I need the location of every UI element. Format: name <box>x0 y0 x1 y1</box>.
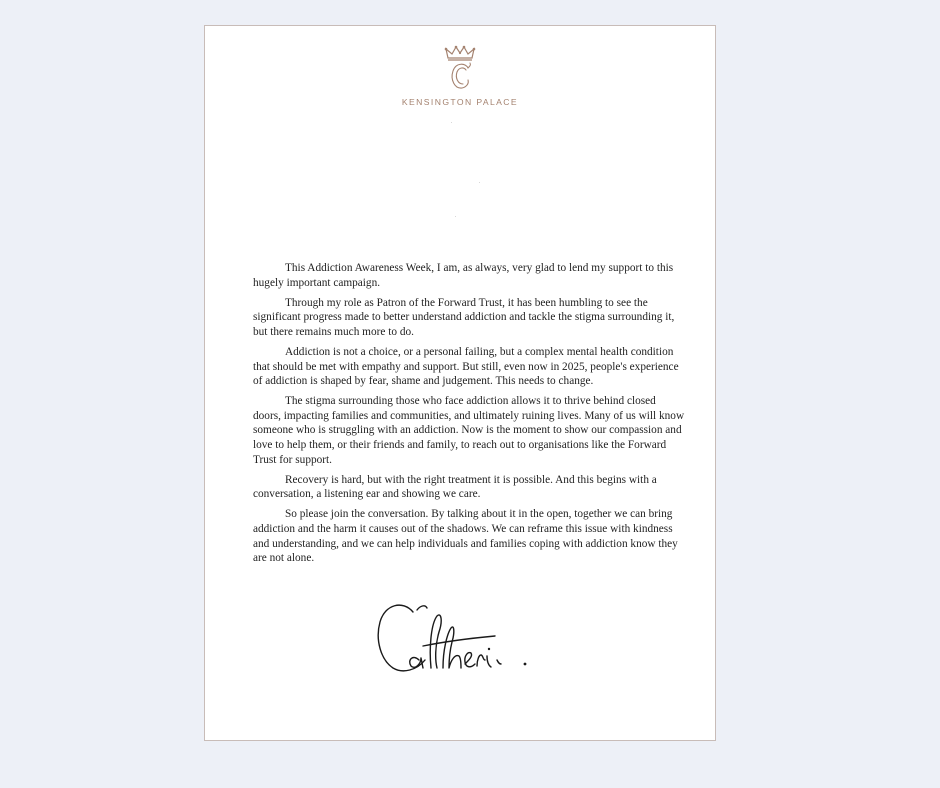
letter-paragraph: So please join the conversation. By talking about it in the open, together we can bring addiction and the harm it causes out of the shadows. We can reframe this issue with kindness and understanding, and we can help individuals and families coping with addiction know they are not alone. <box>253 508 678 565</box>
letter-paragraph: Recovery is hard, but with the right treatment it is possible. And this begins with a conversation, a listening ear and showing we care. <box>253 473 657 501</box>
letterhead-crest <box>205 44 715 96</box>
handwritten-signature <box>373 598 533 678</box>
letter-paragraph: The stigma surrounding those who face addiction allows it to thrive behind closed doors, impacting families and communities, and ultimately ruining lives. Many of us will know someone who is struggling with an addiction. Now is the moment to show our compassion and love to help them, or their friends and family, to reach out to organisations like the Forward Trust for support. <box>253 395 685 466</box>
letter-paragraph: Addiction is not a choice, or a personal failing, but a complex mental health condition that should be met with empathy and support. But still, even now in 2025, people's experience of addiction is shaped by fear, shame and judgement. This needs to change. <box>253 345 679 388</box>
crown-c-monogram-icon <box>440 44 480 96</box>
letterhead-palace-name: KENSINGTON PALACE <box>401 97 519 107</box>
letter-paragraph: This Addiction Awareness Week, I am, as always, very glad to lend my support to this hugely important campaign. <box>253 262 674 289</box>
letter-body <box>253 261 685 571</box>
letter-page <box>204 25 716 741</box>
letter-paragraph: Through my role as Patron of the Forward Trust, it has been humbling to see the significant progress made to better understand addiction and tackle the stigma surrounding it, but there remains much more to do. <box>253 296 675 338</box>
signature <box>373 598 533 683</box>
